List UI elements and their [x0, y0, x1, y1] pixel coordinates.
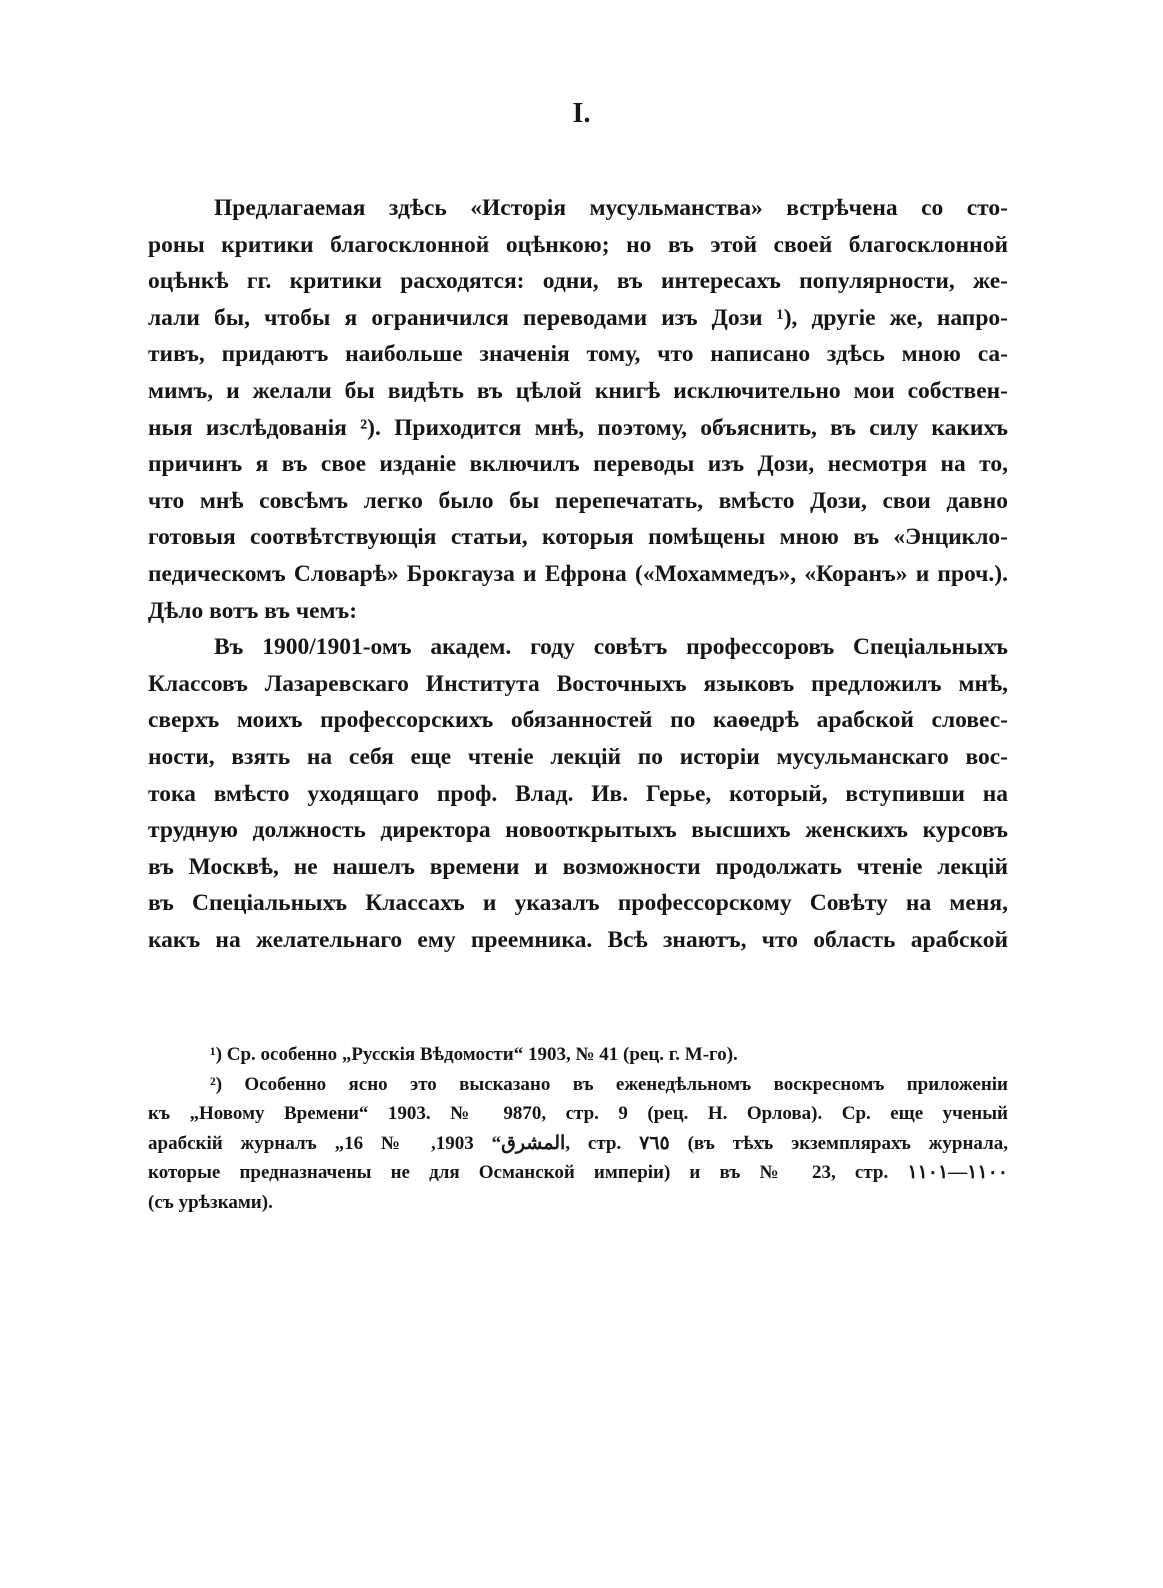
text-line: педическомъ Словарѣ» Брокгауза и Ефрона («Мохаммедъ», «Коранъ» и проч.). — [148, 560, 1008, 587]
text-line: Предлагаемая здѣсь «Исторія мусульманства» встрѣчена со сто- — [214, 195, 1008, 221]
footnote-line: ²) Особенно ясно это высказано въ еженедѣльномъ воскресномъ приложеніи — [210, 1073, 1008, 1095]
text-line: Въ 1900/1901-омъ академ. году совѣтъ профессоровъ Спеціальныхъ — [214, 634, 1008, 661]
footnote-line: которые предназначены не для Османской имперіи) и въ № 23, стр. ١١٠٠—١١٠١ — [148, 1162, 1008, 1184]
footnotes — [148, 1040, 1008, 1218]
text-line: роны критики благосклонной оцѣнкою; но въ этой своей благосклонной — [148, 231, 1008, 258]
section-heading: I. — [572, 98, 591, 129]
body-text — [148, 190, 1008, 958]
text-line: лали бы, чтобы я ограничился переводами изъ Дози ¹), другіе же, напро- — [148, 304, 1008, 331]
text-line: въ Спеціальныхъ Классахъ и указалъ профессорскому Совѣту на меня, — [148, 890, 1008, 917]
footnote-line: (съ урѣзками). — [148, 1191, 273, 1213]
footnote-line: ¹) Ср. особенно „Русскія Вѣдомости“ 1903, № 41 (рец. г. М-го). — [210, 1044, 738, 1065]
text-line: Дѣло вотъ въ чемъ: — [148, 597, 358, 624]
text-line: причинъ я въ свое изданіе включилъ переводы изъ Дози, несмотря на то, — [148, 451, 1008, 478]
text-line: тока вмѣсто уходящаго проф. Влад. Ив. Герье, который, вступивши на — [148, 780, 1008, 807]
text-line: тивъ, придаютъ наибольше значенія тому, что написано здѣсь мною са- — [148, 341, 1008, 368]
footnote-line: къ „Новому Времени“ 1903. № 9870, стр. 9 (рец. Н. Орлова). Ср. еще ученый — [148, 1103, 1008, 1125]
text-line: ности, взять на себя еще чтеніе лекцій по исторіи мусульманскаго вос- — [148, 743, 1008, 770]
footnote-line: арабскій журналъ „المشرق“ 1903, № 16, стр. ٧٦٥ (въ тѣхъ экземплярахъ журнала, — [148, 1132, 1008, 1154]
text-line: готовыя соотвѣтствующія статьи, которыя помѣщены мною въ «Энциклo- — [148, 524, 1008, 551]
text-line: трудную должность директора новооткрытыхъ высшихъ женскихъ курсовъ — [148, 817, 1008, 844]
text-line: сверхъ моихъ профессорскихъ обязанностей по каѳедрѣ арабской словес- — [148, 707, 1008, 734]
text-line: что мнѣ совсѣмъ легко было бы перепечатать, вмѣсто Дози, свои давно — [148, 487, 1008, 514]
text-line: въ Москвѣ, не нашелъ времени и возможности продолжать чтеніе лекцій — [148, 853, 1008, 880]
text-line: Классовъ Лазаревскаго Института Восточныхъ языковъ предложилъ мнѣ, — [148, 670, 1008, 697]
text-line: мимъ, и желали бы видѣть въ цѣлой книгѣ исключительно мои собствен- — [148, 377, 1008, 404]
text-line: какъ на желательнаго ему преемника. Всѣ знаютъ, что область арабской — [148, 926, 1008, 953]
text-line: оцѣнкѣ гг. критики расходятся: одни, въ интересахъ популярности, же- — [148, 268, 1008, 295]
text-line: ныя изслѣдованія ²). Приходится мнѣ, поэтому, объяснить, въ силу какихъ — [148, 414, 1008, 441]
